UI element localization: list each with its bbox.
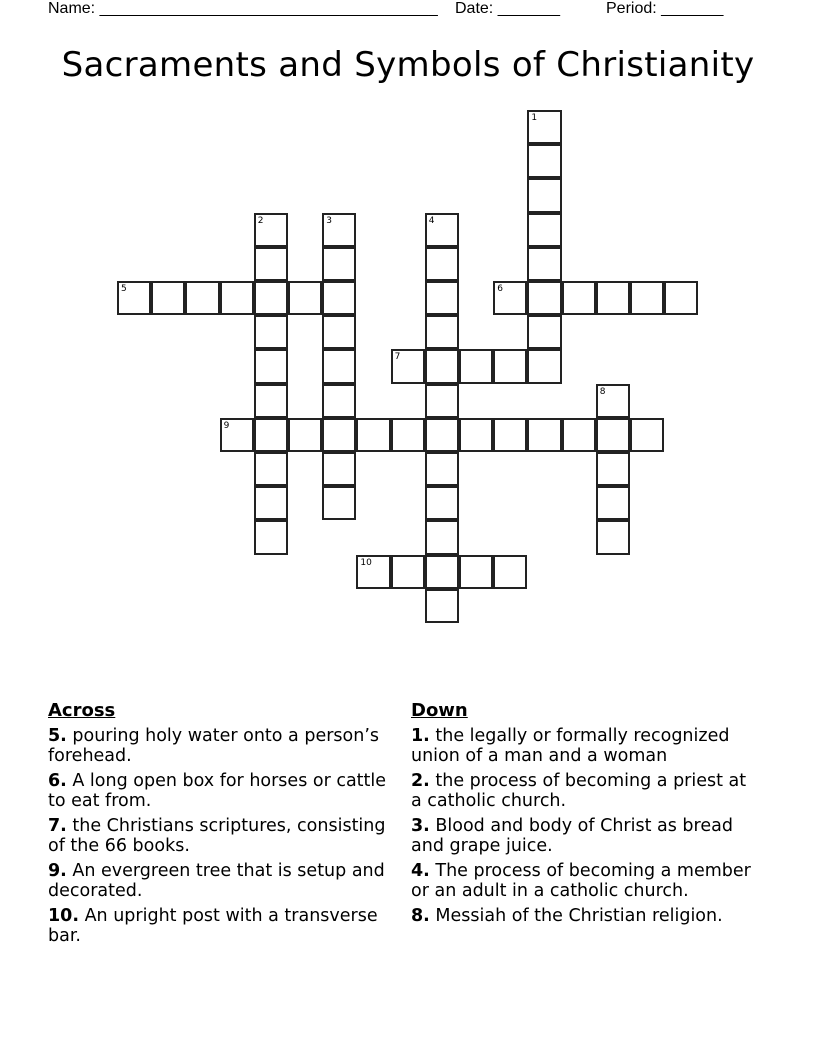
clue-number-label: 5	[121, 284, 127, 294]
clue-text: the legally or formally recognized union of a man and a woman	[411, 726, 730, 766]
grid-cell[interactable]	[254, 384, 288, 418]
clue-number-label: 9	[223, 420, 230, 431]
clue-number: 8.	[411, 906, 430, 926]
grid-cell[interactable]	[288, 418, 322, 452]
grid-cell[interactable]	[254, 418, 288, 452]
header-fields	[48, 0, 768, 20]
clue-number-label: 1	[531, 113, 538, 123]
clue-number-label: 10	[360, 557, 372, 568]
clue-text: A long open box for horses or cattle to eat from.	[48, 771, 387, 811]
clue-text: Messiah of the Christian religion.	[429, 906, 723, 926]
grid-cell[interactable]	[493, 418, 527, 452]
clue-across-10	[48, 906, 393, 946]
grid-cell[interactable]	[527, 281, 561, 315]
grid-cell[interactable]	[391, 555, 425, 589]
clue-across-6	[48, 771, 393, 811]
grid-cell[interactable]	[562, 418, 596, 452]
grid-cell[interactable]	[425, 418, 459, 452]
grid-cell[interactable]	[527, 418, 561, 452]
page-title: Sacraments and Symbols of Christianity	[61, 45, 755, 85]
grid-cell[interactable]	[322, 452, 356, 486]
grid-cell[interactable]	[254, 247, 288, 281]
grid-cell[interactable]	[596, 384, 630, 418]
clue-across-5	[48, 726, 393, 766]
clue-number-label: 6	[497, 284, 503, 294]
grid-cell[interactable]	[185, 281, 219, 315]
grid-cell[interactable]	[425, 589, 459, 623]
clue-text: Blood and body of Christ as bread and grape juice.	[411, 816, 733, 856]
grid-cell[interactable]	[322, 213, 356, 247]
grid-cell[interactable]	[425, 247, 459, 281]
grid-cell[interactable]	[322, 281, 356, 315]
grid-cell[interactable]	[425, 452, 459, 486]
date-field[interactable]: Date: _______	[455, 0, 560, 17]
period-field[interactable]: Period: _______	[606, 0, 724, 17]
grid-cell[interactable]	[322, 418, 356, 452]
grid-cell[interactable]	[596, 520, 630, 554]
grid-cell[interactable]	[220, 281, 254, 315]
grid-cell[interactable]	[459, 418, 493, 452]
grid-cell[interactable]	[425, 486, 459, 520]
grid-cell[interactable]	[322, 349, 356, 383]
grid-cell[interactable]	[596, 418, 630, 452]
grid-cell[interactable]	[527, 144, 561, 178]
grid-cell[interactable]	[493, 281, 527, 315]
grid-cell[interactable]	[596, 281, 630, 315]
clue-down-8	[411, 906, 756, 926]
clue-number-label: 2	[257, 215, 264, 226]
clue-number-label: 4	[428, 215, 435, 226]
grid-cell[interactable]	[254, 486, 288, 520]
grid-cell[interactable]	[630, 281, 664, 315]
crossword-grid	[117, 110, 717, 630]
clue-across-9	[48, 861, 393, 901]
grid-cell[interactable]	[459, 349, 493, 383]
grid-cell[interactable]	[459, 555, 493, 589]
clue-down-3	[411, 816, 756, 856]
grid-cell[interactable]	[356, 418, 390, 452]
clue-number: 2.	[411, 771, 430, 791]
clue-down-2	[411, 771, 756, 811]
grid-cell[interactable]	[527, 213, 561, 247]
grid-cell[interactable]	[117, 281, 151, 315]
grid-cell[interactable]	[322, 384, 356, 418]
grid-cell[interactable]	[596, 452, 630, 486]
clue-text: the Christians scriptures, consisting of the 66 books.	[48, 816, 386, 856]
grid-cell[interactable]	[425, 520, 459, 554]
clue-text: pouring holy water onto a person’s forehead.	[48, 726, 379, 766]
clue-number: 5.	[48, 726, 67, 746]
clue-down-1	[411, 726, 756, 766]
grid-cell[interactable]	[356, 555, 390, 589]
grid-cell[interactable]	[527, 315, 561, 349]
clue-text: The process of becoming a member or an adult in a catholic church.	[411, 861, 751, 901]
grid-cell[interactable]	[493, 555, 527, 589]
grid-cell[interactable]	[322, 315, 356, 349]
grid-cell[interactable]	[391, 349, 425, 383]
grid-cell[interactable]	[220, 418, 254, 452]
grid-cell[interactable]	[527, 247, 561, 281]
grid-cell[interactable]	[527, 110, 561, 144]
clue-number: 1.	[411, 726, 430, 746]
clue-number: 6.	[48, 771, 67, 791]
clue-number: 9.	[48, 861, 67, 881]
grid-cell[interactable]	[322, 247, 356, 281]
grid-cell[interactable]	[425, 384, 459, 418]
grid-cell[interactable]	[288, 281, 322, 315]
clue-number-label: 8	[599, 386, 606, 397]
grid-cell[interactable]	[254, 315, 288, 349]
grid-cell[interactable]	[562, 281, 596, 315]
grid-cell[interactable]	[254, 520, 288, 554]
down-heading: Down	[411, 700, 468, 721]
name-field[interactable]: Name: ______________________________________	[48, 0, 438, 17]
clue-number: 7.	[48, 816, 67, 836]
grid-cell[interactable]	[596, 486, 630, 520]
grid-cell[interactable]	[151, 281, 185, 315]
clue-number: 3.	[411, 816, 430, 836]
clue-number: 4.	[411, 861, 430, 881]
grid-cell[interactable]	[391, 418, 425, 452]
across-clues	[48, 700, 393, 951]
clue-text: An evergreen tree that is setup and decorated.	[48, 861, 385, 901]
grid-cell[interactable]	[254, 213, 288, 247]
grid-cell[interactable]	[322, 486, 356, 520]
clue-number-label: 7	[394, 352, 401, 363]
grid-cell[interactable]	[425, 281, 459, 315]
grid-cell[interactable]	[493, 349, 527, 383]
down-clues	[411, 700, 756, 931]
grid-cell[interactable]	[664, 281, 698, 315]
clue-across-7	[48, 816, 393, 856]
grid-cell[interactable]	[527, 178, 561, 212]
grid-cell[interactable]	[254, 349, 288, 383]
clue-down-4	[411, 861, 756, 901]
grid-cell[interactable]	[425, 213, 459, 247]
grid-cell[interactable]	[425, 349, 459, 383]
grid-cell[interactable]	[425, 315, 459, 349]
clue-text: the process of becoming a priest at a catholic church.	[411, 771, 747, 811]
grid-cell[interactable]	[254, 452, 288, 486]
grid-cell[interactable]	[527, 349, 561, 383]
clue-text: An upright post with a transverse bar.	[48, 906, 378, 946]
grid-cell[interactable]	[425, 555, 459, 589]
grid-cell[interactable]	[254, 281, 288, 315]
clue-number-label: 3	[326, 215, 332, 226]
grid-cell[interactable]	[630, 418, 664, 452]
clue-number: 10.	[48, 906, 80, 926]
across-heading: Across	[48, 700, 116, 721]
